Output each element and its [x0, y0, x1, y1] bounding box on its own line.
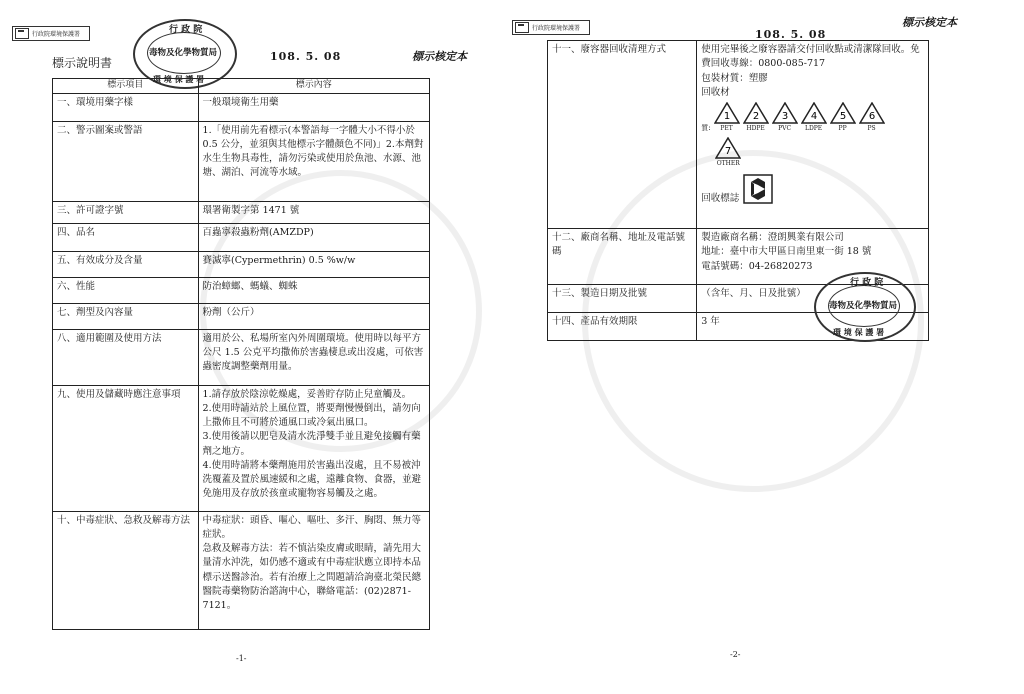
- row-label: 六、性能: [53, 277, 199, 303]
- recycle-mark-label: 回收標誌: [701, 192, 740, 204]
- row-label: 十三、製造日期及批號: [548, 285, 697, 313]
- header-content: 標示內容: [198, 79, 429, 94]
- table-row: [53, 223, 430, 251]
- row-value: （含年、月、日及批號）: [697, 285, 929, 313]
- recycle-line: 回收材: [701, 86, 730, 98]
- seal-top-text: 行 政 院: [850, 278, 884, 288]
- approval-date-stamp: 108. 5. 08: [755, 28, 827, 41]
- row-label: 五、有效成分及含量: [53, 251, 199, 277]
- svg-text:2: 2: [752, 111, 759, 122]
- table-row: [548, 41, 929, 229]
- row-label: 四、品名: [53, 223, 199, 251]
- seal-top-text: 行 政 院: [169, 25, 203, 35]
- seal-bottom-text: 環 境 保 護 署: [833, 327, 885, 337]
- epa-logo-icon: [515, 22, 529, 33]
- page-number: -2-: [730, 650, 741, 659]
- recycle-code-name: LDPE: [804, 125, 823, 132]
- row-label: 十一、廢容器回收清理方式: [548, 41, 697, 229]
- row-label: 三、許可證字號: [53, 201, 199, 223]
- manufacturer-line: 地址：臺中市大甲區日南里東一街 18 號: [701, 246, 872, 258]
- manufacturer-line: 製造廠商名稱：澄朗興業有限公司: [701, 232, 844, 243]
- seal-middle-text: 毒物及化學物質局: [149, 48, 218, 58]
- taiwan-recycle-mark-icon: [743, 174, 773, 204]
- row-value: [198, 385, 429, 511]
- precaution-line: 3.使用後請以肥皂及清水洗淨雙手並且避免接觸有藥劑之地方。: [202, 431, 421, 457]
- table-row: [53, 511, 430, 629]
- svg-text:1: 1: [723, 111, 730, 122]
- approved-version-mark: 標示核定本: [412, 50, 467, 63]
- table-row: [53, 329, 430, 385]
- epa-logo-text: 行政院環境保護署: [32, 31, 81, 38]
- recycle-code-name: PET: [720, 125, 733, 132]
- material-prefix: 質:: [701, 123, 711, 132]
- row-value: 粉劑（公斤）: [198, 303, 429, 329]
- poison-line: 急救及解毒方法：若不慎沾染皮膚或眼睛，請先用大量清水沖洗，如仍感不適或有中毒症狀應立即持本品標示送醫診治。若有治療上之問題請洽詢臺北榮民總醫院毒藥物防治諮詢中心，聯絡電話：(02)2871-7121。: [202, 543, 422, 611]
- label-page-2: [512, 0, 1024, 694]
- recycle-code-7-icon: [715, 137, 741, 168]
- seal-middle-text: 毒物及化學物質局: [829, 301, 898, 311]
- recycle-code-5-icon: [830, 102, 856, 133]
- recycle-mark-area: [701, 174, 924, 206]
- table-header-row: [53, 79, 430, 94]
- seal-bottom-text: 環 境 保 護 署: [153, 74, 205, 84]
- row-value: [697, 229, 929, 285]
- table-row: [53, 121, 430, 201]
- svg-text:4: 4: [810, 111, 817, 122]
- recycle-line: 包裝材質：塑膠: [701, 72, 768, 84]
- table-row: [53, 93, 430, 121]
- row-value: 防治蟑螂、螞蟻、蜘蛛: [198, 277, 429, 303]
- official-seal: [814, 272, 916, 342]
- manufacturer-line: 電話號碼：04-26820273: [701, 260, 813, 272]
- svg-text:5: 5: [839, 111, 846, 122]
- row-value: [697, 41, 929, 229]
- row-value: 1.「使用前先看標示(本警語每一字體大小不得小於 0.5 公分，並須與其他標示字體顏色不同)」2.本劑對水生生物具毒性，請勿污染或使用於魚池、水源、池塘、湖泊、河流等水域。: [198, 121, 429, 201]
- svg-text:7: 7: [725, 146, 732, 157]
- row-label: 十、中毒症狀、急救及解毒方法: [53, 511, 199, 629]
- table-row: [53, 201, 430, 223]
- row-label: 一、環境用藥字樣: [53, 93, 199, 121]
- epa-logo-icon: [15, 28, 29, 39]
- row-value: 賽滅寧(Cypermethrin) 0.5 %w/w: [198, 251, 429, 277]
- row-value: [198, 511, 429, 629]
- svg-text:3: 3: [781, 111, 788, 122]
- approved-version-mark: 標示核定本: [902, 16, 957, 29]
- epa-logo: [12, 26, 90, 41]
- row-value: 環署衛製字第 1471 號: [198, 201, 429, 223]
- svg-text:6: 6: [868, 111, 875, 122]
- page-number: -1-: [236, 654, 247, 663]
- row-label: 七、劑型及內容量: [53, 303, 199, 329]
- recycle-code-3-icon: [772, 102, 798, 133]
- recycle-code-name: PVC: [778, 125, 792, 132]
- row-value: 3 年: [697, 313, 929, 341]
- row-label: 十四、產品有效期限: [548, 313, 697, 341]
- epa-logo: [512, 20, 590, 35]
- recycle-code-2-icon: [743, 102, 769, 133]
- row-label: 二、警示圖案或警語: [53, 121, 199, 201]
- row-label: 十二、廠商名稱、地址及電話號碼: [548, 229, 697, 285]
- row-value: 百蟲寧殺蟲粉劑(AMZDP): [198, 223, 429, 251]
- recycle-code-name: PS: [867, 125, 876, 132]
- recycle-line: 使用完畢後之廢容器請交付回收點或清潔隊回收。免費回收專線：0800-085-717: [701, 44, 920, 70]
- document-title: 標示說明書: [52, 56, 113, 70]
- table-row: [53, 277, 430, 303]
- recycle-code-4-icon: [801, 102, 827, 133]
- row-label: 九、使用及儲藏時應注意事項: [53, 385, 199, 511]
- row-value: 適用於公、私場所室內外周圍環境。使用時以每平方公尺 1.5 公克平均撒佈於害蟲棲息或出沒處，可依害蟲密度調整藥劑用量。: [198, 329, 429, 385]
- recycle-codes-row-2: [715, 137, 924, 168]
- recycle-code-name: HDPE: [746, 125, 765, 132]
- precaution-line: 4.使用時請將本藥劑施用於害蟲出沒處，且不易被沖洗覆蓋及置於風速緩和之處，遠離食物、食器，並避免施用及存放於孩童或寵物容易觸及之處。: [202, 459, 422, 500]
- label-spec-table: [52, 78, 430, 630]
- row-label: 八、適用範圍及使用方法: [53, 329, 199, 385]
- approval-date-stamp: 108. 5. 08: [270, 50, 342, 63]
- recycle-code-1-icon: [714, 102, 740, 133]
- precaution-line: 2.使用時請站於上風位置，將要劑慢慢倒出，請勿向上撒佈且不可將於通風口或冷氣出風口。: [202, 402, 421, 428]
- recycle-code-name: PP: [838, 125, 847, 132]
- recycle-code-name: OTHER: [716, 160, 740, 167]
- header-item: 標示項目: [53, 79, 199, 94]
- row-value: 一般環境衛生用藥: [198, 93, 429, 121]
- recycle-code-6-icon: [859, 102, 885, 133]
- precaution-line: 1.請存放於陰涼乾燥處，妥善貯存防止兒童觸及。: [202, 388, 412, 400]
- poison-line: 中毒症狀：頭昏、嘔心、嘔吐、多汗、胸悶、無力等症狀。: [202, 514, 422, 540]
- recycle-codes-row: [701, 102, 924, 133]
- table-row: [53, 385, 430, 511]
- table-row: [53, 251, 430, 277]
- table-row: [53, 303, 430, 329]
- epa-logo-text: 行政院環境保護署: [532, 25, 581, 32]
